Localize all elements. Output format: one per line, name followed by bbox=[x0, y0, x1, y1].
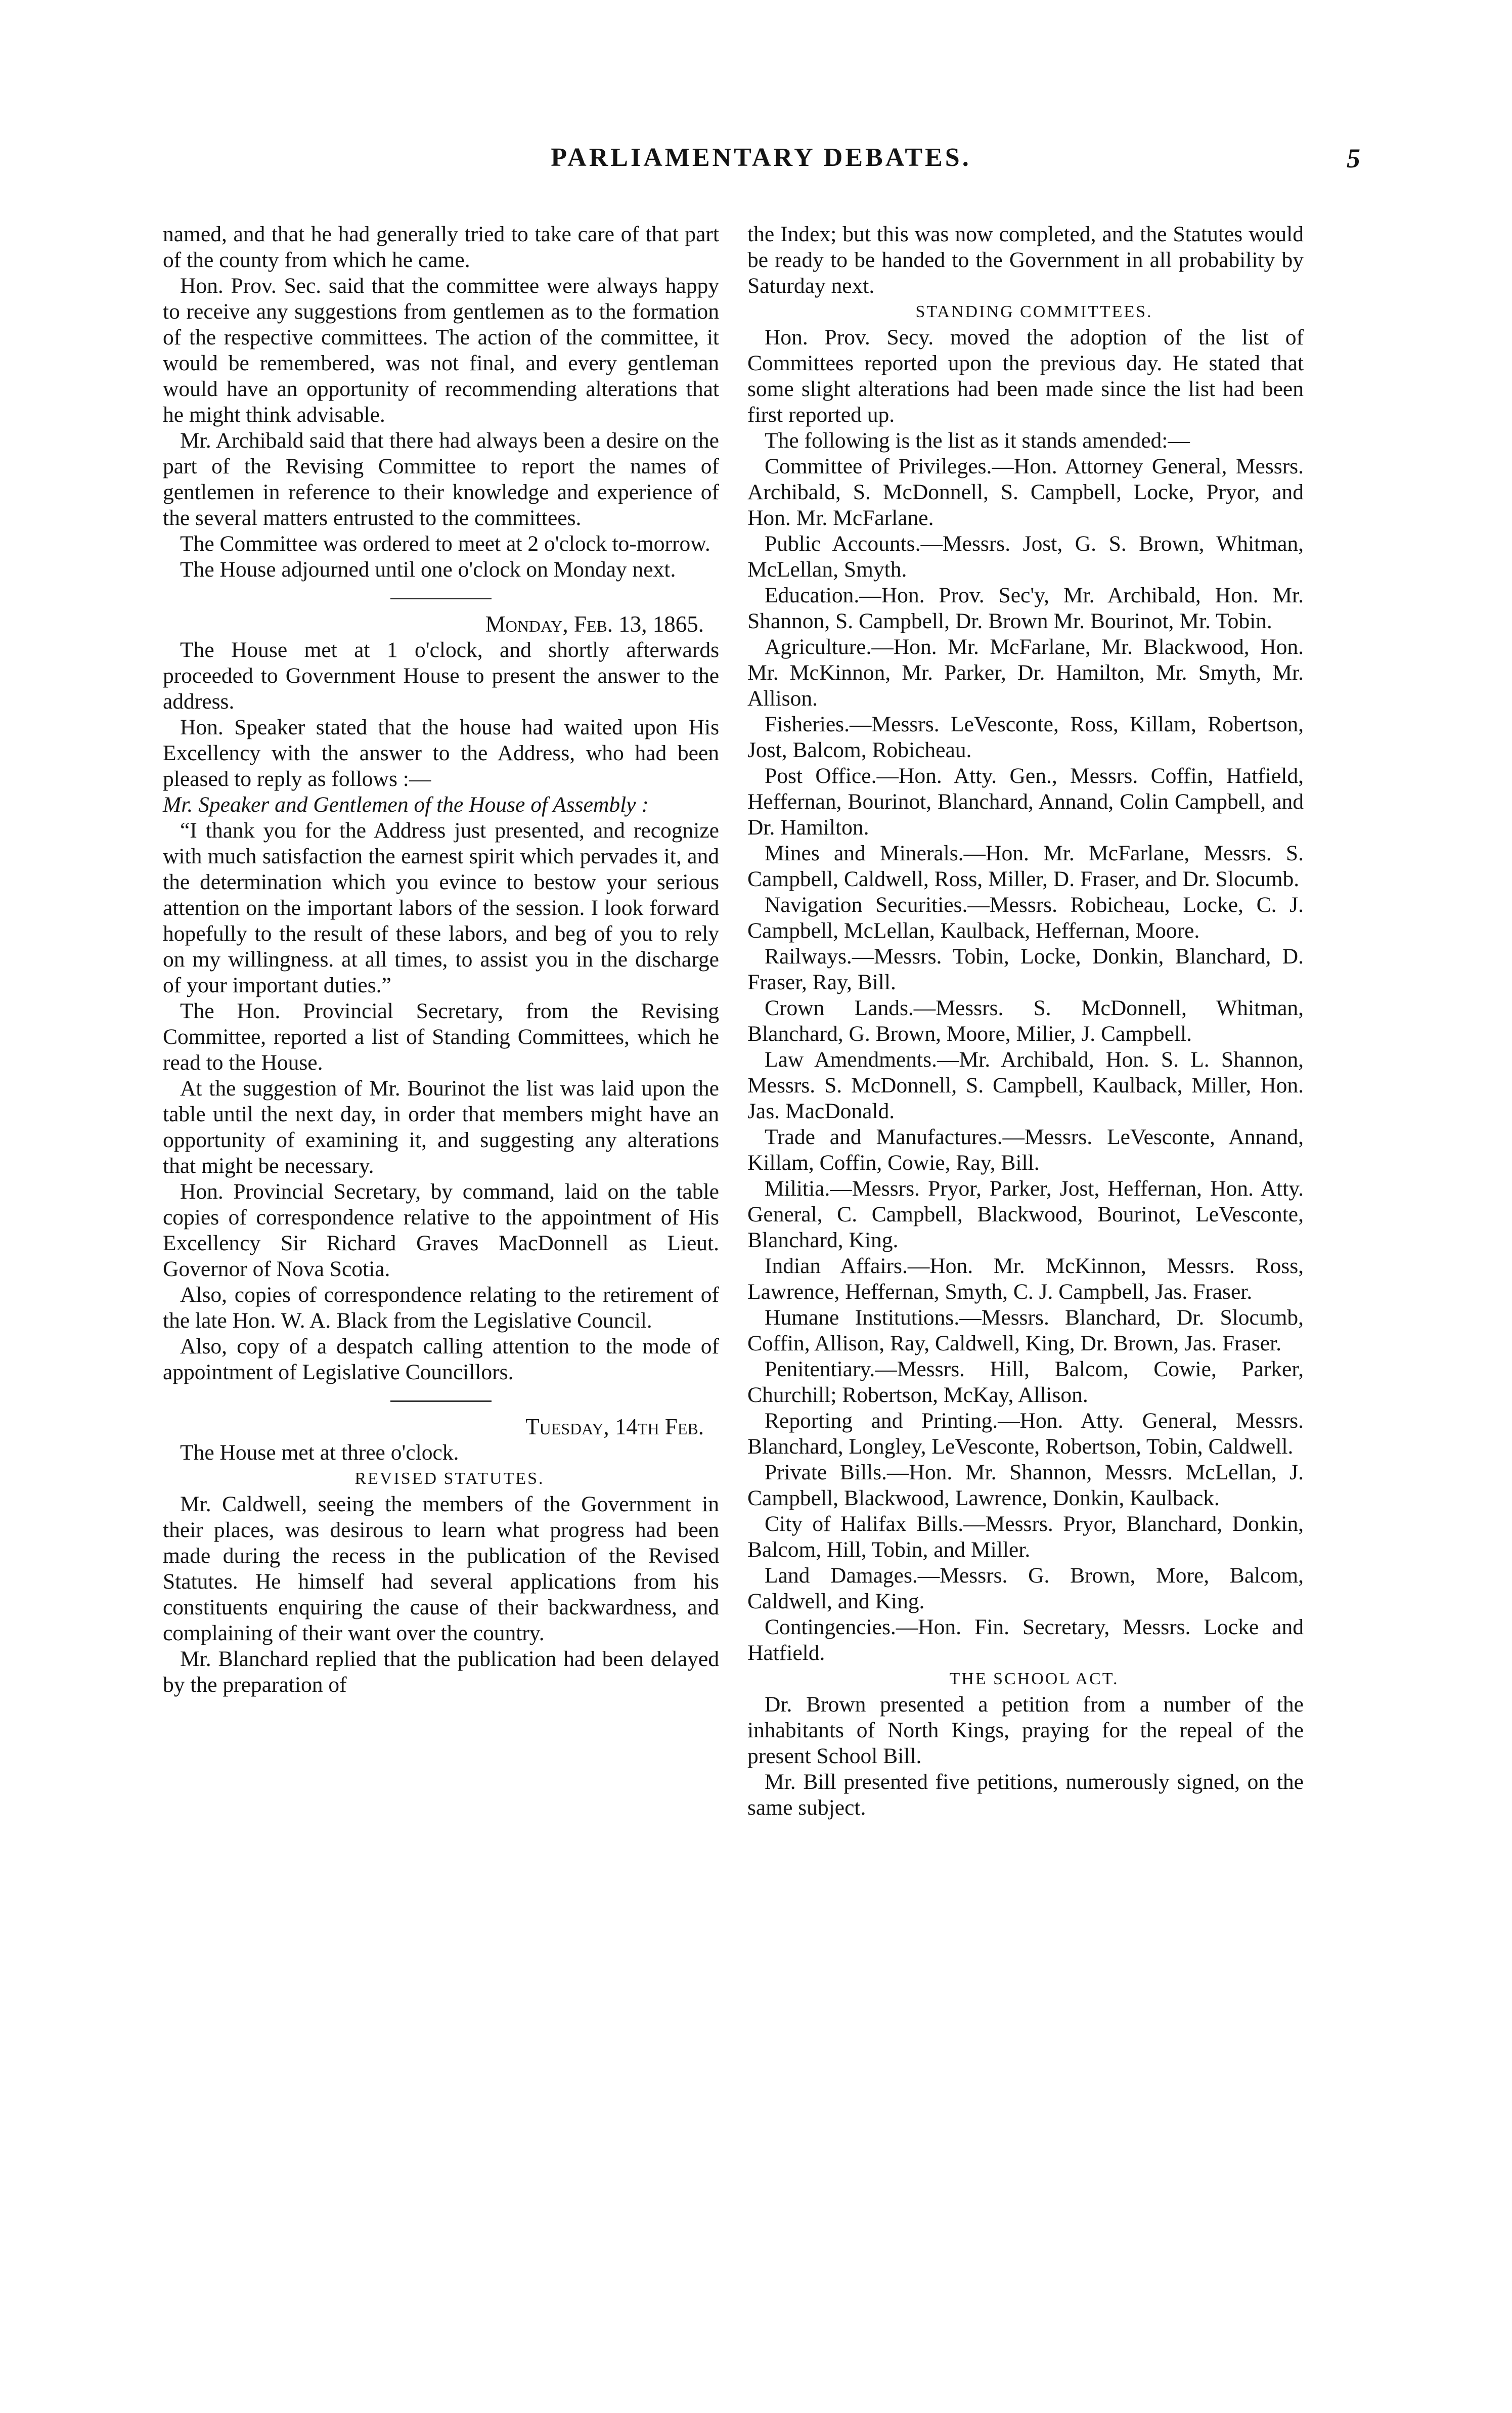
paragraph: Agriculture.—Hon. Mr. McFarlane, Mr. Blackwood, Hon. Mr. McKinnon, Mr. Parker, Dr. Hamilton, Mr. Smyth, Mr. Allison. bbox=[747, 635, 1304, 711]
section-heading: STANDING COMMITTEES. bbox=[915, 302, 1153, 321]
paragraph: The House met at 1 o'clock, and shortly afterwards proceeded to Government House to present the answer to the address. bbox=[163, 638, 719, 714]
left-column bbox=[163, 222, 719, 1698]
paragraph: Contingencies.—Hon. Fin. Secretary, Messrs. Locke and Hatfield. bbox=[747, 1615, 1304, 1665]
paragraph: Private Bills.—Hon. Mr. Shannon, Messrs. McLellan, J. Campbell, Blackwood, Lawrence, Donkin, Kaulback. bbox=[747, 1460, 1304, 1510]
paragraph: Education.—Hon. Prov. Sec'y, Mr. Archibald, Hon. Mr. Shannon, S. Campbell, Dr. Brown Mr. Bourinot, Mr. Tobin. bbox=[747, 583, 1304, 633]
paragraph: Dr. Brown presented a petition from a number of the inhabitants of North Kings, praying for the repeal of the present School Bill. bbox=[747, 1692, 1304, 1768]
paragraph: The House met at three o'clock. bbox=[180, 1440, 459, 1465]
paragraph: Committee of Privileges.—Hon. Attorney General, Messrs. Archibald, S. McDonnell, S. Campbell, Locke, Pryor, and Hon. Mr. McFarlane. bbox=[747, 454, 1304, 530]
paragraph: Penitentiary.—Messrs. Hill, Balcom, Cowie, Parker, Churchill; Robertson, McKay, Allison. bbox=[747, 1357, 1304, 1407]
address-salutation: Mr. Speaker and Gentlemen of the House of Assembly : bbox=[163, 793, 649, 817]
section-rule bbox=[390, 1400, 492, 1402]
paragraph: Humane Institutions.—Messrs. Blanchard, Dr. Slocumb, Coffin, Allison, Ray, Caldwell, King, Dr. Brown, Jas. Fraser. bbox=[747, 1305, 1304, 1355]
paragraph: Hon. Speaker stated that the house had waited upon His Excellency with the answer to the Address, who had been pleased to reply as follows :— bbox=[163, 715, 719, 791]
paragraph: Crown Lands.—Messrs. S. McDonnell, Whitman, Blanchard, G. Brown, Moore, Milier, J. Campbell. bbox=[747, 996, 1304, 1046]
paragraph: At the suggestion of Mr. Bourinot the list was laid upon the table until the next day, in order that members might have an opportunity of examining it, and suggesting any alterations that might be necessary. bbox=[163, 1076, 719, 1178]
right-column bbox=[747, 222, 1304, 1821]
paragraph: Hon. Prov. Sec. said that the committee were always happy to receive any suggestions from gentlemen as to the formation of the respective committees. The action of the committee, it would be remembered, was not final, and every gentleman would have an opportunity of recommending alterations that he might think advisable. bbox=[163, 274, 719, 427]
paragraph: Also, copies of correspondence relating to the retirement of the late Hon. W. A. Black from the Legislative Council. bbox=[163, 1283, 719, 1333]
paragraph: Railways.—Messrs. Tobin, Locke, Donkin, Blanchard, D. Fraser, Ray, Bill. bbox=[747, 944, 1304, 994]
paragraph: Mr. Bill presented five petitions, numerously signed, on the same subject. bbox=[747, 1770, 1304, 1820]
paragraph: Also, copy of a despatch calling attention to the mode of appointment of Legislative Councillors. bbox=[163, 1334, 719, 1384]
paragraph: Militia.—Messrs. Pryor, Parker, Jost, Heffernan, Hon. Atty. General, C. Campbell, Blackwood, Bourinot, LeVesconte, Blanchard, King. bbox=[747, 1176, 1304, 1252]
page-number: 5 bbox=[1347, 143, 1360, 173]
paragraph: Hon. Prov. Secy. moved the adoption of the list of Committees reported upon the previous day. He stated that some slight alterations had been made since the list had been first reported up. bbox=[747, 325, 1304, 427]
section-heading: THE SCHOOL ACT. bbox=[949, 1670, 1119, 1688]
paragraph: Navigation Securities.—Messrs. Robicheau, Locke, C. J. Campbell, McLellan, Kaulback, Heffernan, Moore. bbox=[747, 893, 1304, 943]
paragraph: Mines and Minerals.—Hon. Mr. McFarlane, Messrs. S. Campbell, Caldwell, Ross, Miller, D. Fraser, and Dr. Slocumb. bbox=[747, 841, 1304, 891]
paragraph: The House adjourned until one o'clock on Monday next. bbox=[180, 557, 676, 582]
paragraph: The Committee was ordered to meet at 2 o'clock to-morrow. bbox=[180, 532, 710, 556]
paragraph: Public Accounts.—Messrs. Jost, G. S. Brown, Whitman, McLellan, Smyth. bbox=[747, 532, 1304, 582]
running-title: PARLIAMENTARY DEBATES. bbox=[551, 143, 971, 172]
paragraph: Indian Affairs.—Hon. Mr. McKinnon, Messrs. Ross, Lawrence, Heffernan, Smyth, C. J. Campbell, Jas. Fraser. bbox=[747, 1254, 1304, 1304]
sitting-date-heading: Tuesday, 14th Feb. bbox=[525, 1414, 704, 1439]
paragraph: Post Office.—Hon. Atty. Gen., Messrs. Coffin, Hatfield, Heffernan, Bourinot, Blanchard, Annand, Colin Campbell, and Dr. Hamilton. bbox=[747, 764, 1304, 840]
sitting-date-heading: Monday, Feb. 13, 1865. bbox=[485, 611, 704, 637]
paragraph: Fisheries.—Messrs. LeVesconte, Ross, Killam, Robertson, Jost, Balcom, Robicheau. bbox=[747, 712, 1304, 762]
paragraph: Mr. Caldwell, seeing the members of the Government in their places, was desirous to learn what progress had been made during the recess in the publication of the Revised Statutes. He himself had several applications from his constituents enquiring the cause of their backwardness, and complaining of their want over the country. bbox=[163, 1492, 719, 1645]
paragraph: City of Halifax Bills.—Messrs. Pryor, Blanchard, Donkin, Balcom, Hill, Tobin, and Miller. bbox=[747, 1512, 1304, 1562]
continued-paragraph: the Index; but this was now completed, and the Statutes would be ready to be handed to the Government in all probability by Saturday next. bbox=[747, 222, 1304, 298]
paragraph: Land Damages.—Messrs. G. Brown, More, Balcom, Caldwell, and King. bbox=[747, 1563, 1304, 1613]
paragraph: “I thank you for the Address just presented, and recognize with much satisfaction the earnest spirit which pervades it, and the determination which you evince to bestow your serious attention on the important labors of the session. I look forward hopefully to the result of these labors, and beg of you to rely on my willingness. at all times, to assist you in the discharge of your important duties.” bbox=[163, 818, 719, 997]
section-heading: REVISED STATUTES. bbox=[354, 1469, 545, 1488]
paragraph: Reporting and Printing.—Hon. Atty. General, Messrs. Blanchard, Longley, LeVesconte, Robertson, Tobin, Caldwell. bbox=[747, 1409, 1304, 1459]
continued-paragraph: named, and that he had generally tried to take care of that part of the county from which he came. bbox=[163, 222, 719, 272]
paragraph: The following is the list as it stands amended:— bbox=[765, 428, 1190, 453]
paragraph: Trade and Manufactures.—Messrs. LeVesconte, Annand, Killam, Coffin, Cowie, Ray, Bill. bbox=[747, 1125, 1304, 1175]
paragraph: Hon. Provincial Secretary, by command, laid on the table copies of correspondence relative to the appointment of His Excellency Sir Richard Graves MacDonnell as Lieut. Governor of Nova Scotia. bbox=[163, 1179, 719, 1281]
paragraph: Law Amendments.—Mr. Archibald, Hon. S. L. Shannon, Messrs. S. McDonnell, S. Campbell, Kaulback, Miller, Hon. Jas. MacDonald. bbox=[747, 1047, 1304, 1123]
section-rule bbox=[390, 598, 492, 599]
page-header bbox=[162, 143, 1360, 183]
paragraph: The Hon. Provincial Secretary, from the Revising Committee, reported a list of Standing Committees, which he read to the House. bbox=[163, 999, 719, 1075]
paragraph: Mr. Archibald said that there had always been a desire on the part of the Revising Committee to report the names of gentlemen in reference to their knowledge and experience of the several matters entrusted to the committees. bbox=[163, 428, 719, 530]
paragraph: Mr. Blanchard replied that the publication had been delayed by the preparation of bbox=[163, 1647, 719, 1697]
